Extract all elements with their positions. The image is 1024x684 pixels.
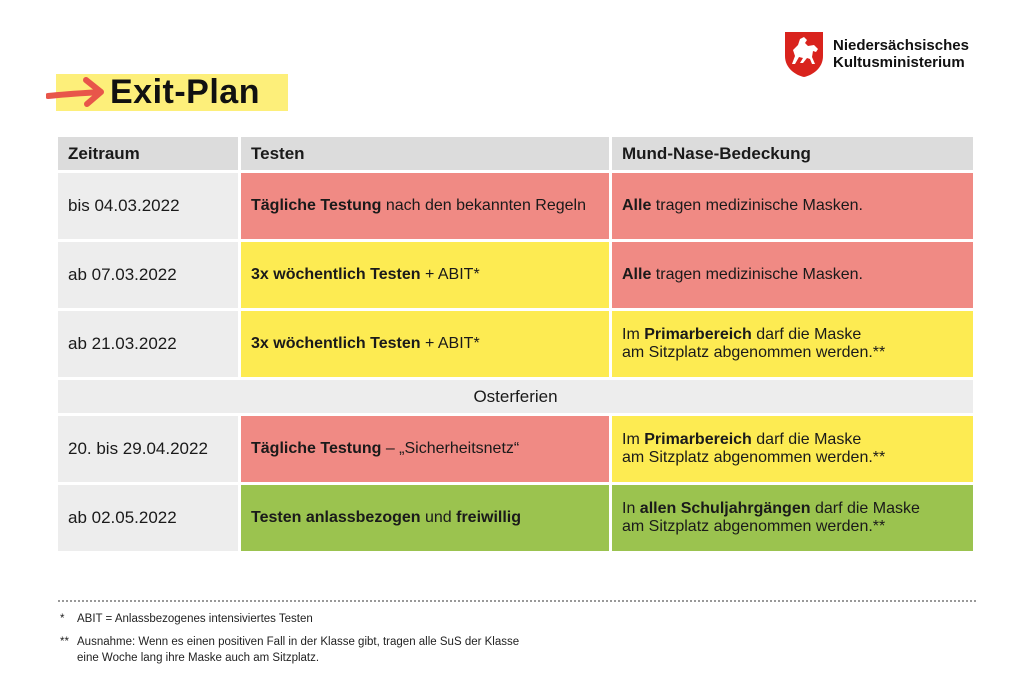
lower-saxony-horse-shield-icon xyxy=(783,30,825,78)
exit-plan-table xyxy=(58,137,976,554)
maske-pre: In xyxy=(622,500,640,517)
page-title: Exit-Plan xyxy=(110,72,260,111)
ministry-name-line2: Kultusministerium xyxy=(833,54,965,71)
footnote-1 xyxy=(60,611,313,627)
header-testen: Testen xyxy=(241,137,612,173)
ministry-logo xyxy=(783,30,969,78)
separator-row xyxy=(58,380,976,416)
ministry-name xyxy=(833,37,969,71)
ministry-name-line1: Niedersächsisches xyxy=(833,37,969,54)
testen-text: + ABIT* xyxy=(420,335,480,352)
maske-bold: allen Schuljahrgängen xyxy=(639,500,811,517)
footnote-2-line2: eine Woche lang ihre Maske auch am Sitzplatz. xyxy=(77,652,320,664)
testen-bold: Testen anlassbezogen xyxy=(251,509,421,526)
maske-text-line2: am Sitzplatz abgenommen werden.** xyxy=(622,344,886,361)
maske-cell xyxy=(612,311,976,380)
table-header-row xyxy=(58,137,976,173)
testen-cell xyxy=(241,416,612,485)
maske-text: darf die Maske xyxy=(810,500,920,517)
maske-cell xyxy=(612,173,976,242)
right-arrow-icon xyxy=(46,72,106,112)
zeitraum-cell: ab 07.03.2022 xyxy=(58,242,241,311)
zeitraum-cell: 20. bis 29.04.2022 xyxy=(58,416,241,485)
table-row xyxy=(58,242,976,311)
maske-cell xyxy=(612,485,976,554)
maske-cell xyxy=(612,242,976,311)
zeitraum-cell: bis 04.03.2022 xyxy=(58,173,241,242)
table-row xyxy=(58,311,976,380)
testen-bold: 3x wöchentlich Testen xyxy=(251,266,421,283)
testen-bold: Tägliche Testung xyxy=(251,197,382,214)
table-row xyxy=(58,416,976,485)
testen-cell xyxy=(241,485,612,554)
maske-text-line2: am Sitzplatz abgenommen werden.** xyxy=(622,449,886,466)
maske-text: tragen medizinische Masken. xyxy=(651,266,863,283)
maske-pre: Im xyxy=(622,431,645,448)
maske-text: darf die Maske xyxy=(751,326,862,343)
testen-cell xyxy=(241,173,612,242)
footnote-divider xyxy=(58,600,976,602)
testen-text: – „Sicherheitsnetz“ xyxy=(381,440,520,457)
zeitraum-cell: ab 02.05.2022 xyxy=(58,485,241,554)
table-row xyxy=(58,173,976,242)
maske-bold: Alle xyxy=(622,266,652,283)
table-row xyxy=(58,485,976,554)
testen-text: nach den bekannten Regeln xyxy=(381,197,586,214)
testen-cell xyxy=(241,311,612,380)
footnote-1-mark: * xyxy=(60,613,65,625)
testen-text: und xyxy=(420,509,457,526)
testen-cell xyxy=(241,242,612,311)
maske-cell xyxy=(612,416,976,485)
header-zeitraum: Zeitraum xyxy=(58,137,241,173)
footnote-2 xyxy=(60,634,519,666)
maske-text: darf die Maske xyxy=(751,431,862,448)
osterferien-label: Osterferien xyxy=(58,380,976,416)
testen-bold: Tägliche Testung xyxy=(251,440,382,457)
maske-text-line2: am Sitzplatz abgenommen werden.** xyxy=(622,518,886,535)
footnote-1-text: ABIT = Anlassbezogenes intensiviertes Testen xyxy=(77,613,313,625)
header-maske: Mund-Nase-Bedeckung xyxy=(612,137,976,173)
maske-pre: Im xyxy=(622,326,645,343)
footnote-2-line1: Ausnahme: Wenn es einen positiven Fall in der Klasse gibt, tragen alle SuS der Klasse xyxy=(77,636,520,648)
page-title-block xyxy=(46,72,260,112)
zeitraum-cell: ab 21.03.2022 xyxy=(58,311,241,380)
testen-bold: 3x wöchentlich Testen xyxy=(251,335,421,352)
testen-text: + ABIT* xyxy=(420,266,480,283)
testen-bold-2: freiwillig xyxy=(456,509,522,526)
maske-bold: Primarbereich xyxy=(644,326,752,343)
maske-bold: Primarbereich xyxy=(644,431,752,448)
maske-bold: Alle xyxy=(622,197,652,214)
footnote-2-mark: ** xyxy=(60,636,69,648)
maske-text: tragen medizinische Masken. xyxy=(651,197,863,214)
